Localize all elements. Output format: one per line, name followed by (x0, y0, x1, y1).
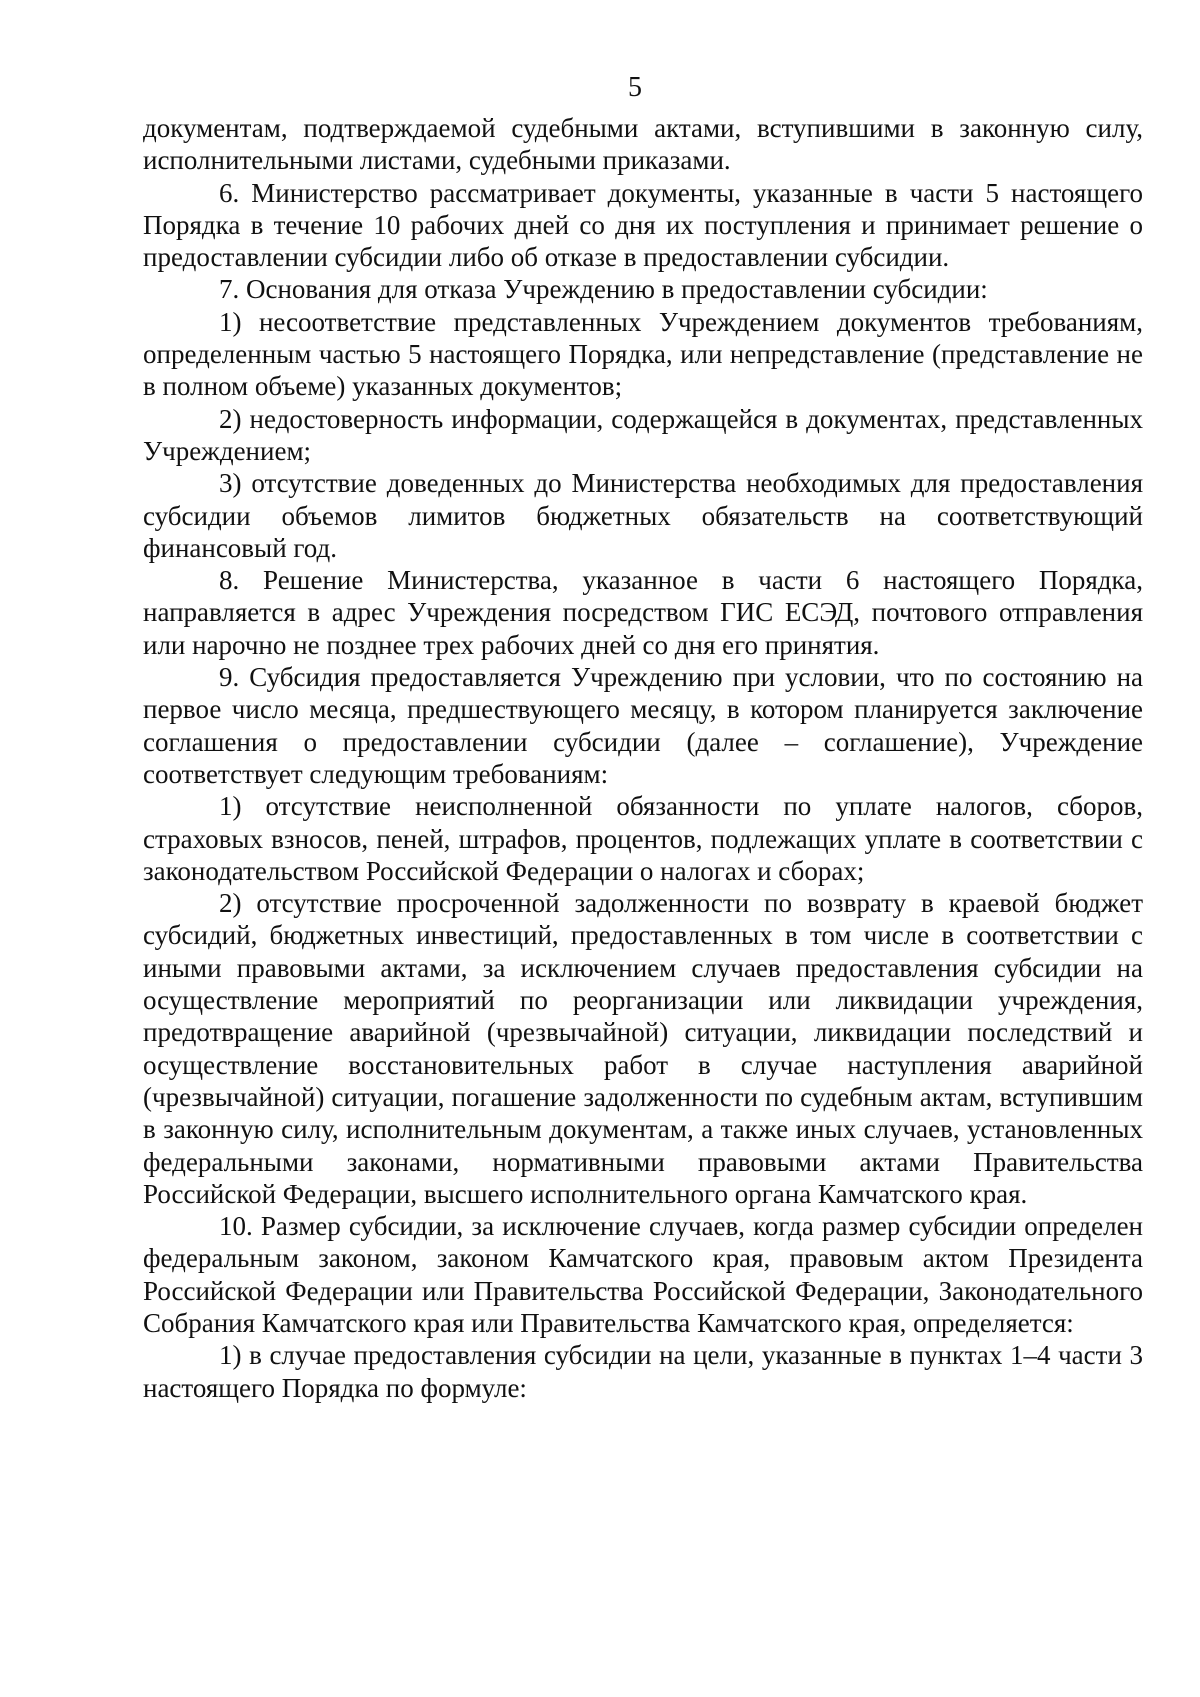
paragraph-8: 8. Решение Министерства, указанное в части 6 настоящего Порядка, направляется в адрес Учреждения посредством ГИС ЕСЭД, почтового отправления или нарочно не позднее трех рабочих дней со дня его принятия. (143, 565, 1143, 660)
paragraph-6: 6. Министерство рассматривает документы, указанные в части 5 настоящего Порядка в течение 10 рабочих дней со дня их поступления и принимает решение о предоставлении субсидии либо об отказе в предоставлении субсидии. (143, 177, 1143, 273)
paragraph-9-item-1: 1) отсутствие неисполненной обязанности по уплате налогов, сборов, страховых взносов, пеней, штрафов, процентов, подлежащих уплате в соответствии с законодательством Российской Федерации о налогах и сборах; (143, 791, 1143, 886)
paragraph-7-item-3: 3) отсутствие доведенных до Министерства необходимых для предоставления субсидии объемов лимитов бюджетных обязательств на соответствующий финансовый год. (143, 468, 1143, 563)
paragraph-9: 9. Субсидия предоставляется Учреждению при условии, что по состоянию на первое число месяца, предшествующего месяцу, в котором планируется заключение соглашения о предоставлении субсидии (далее – соглашение), Учреждение соответствует следующим требованиям: (143, 662, 1143, 789)
paragraph-7: 7. Основания для отказа Учреждению в предоставлении субсидии: (219, 274, 988, 305)
paragraph-10: 10. Размер субсидии, за исключение случаев, когда размер субсидии определен федеральным законом, законом Камчатского края, правовым актом Президента Российской Федерации или Правительства Российской Федерации, Законодательного Собрания Камчатского края или Правительства Камчатского края, определяется: (143, 1211, 1143, 1338)
paragraph-continuation: документам, подтверждаемой судебными актами, вступившими в законную силу, исполнительными листами, судебными приказами. (143, 113, 1143, 176)
page-number: 5 (628, 72, 642, 103)
paragraph-9-item-2: 2) отсутствие просроченной задолженности по возврату в краевой бюджет субсидий, бюджетных инвестиций, предоставленных в том числе в соответствии с иными правовыми актами, за исключением случаев предоставления субсидии на осуществление мероприятий по реорганизации или ликвидации учреждения, предотвращение аварийной (чрезвычайной) ситуации, ликвидации последствий и осуществление восстановительных работ в случае наступления аварийной (чрезвычайной) ситуации, погашение задолженности по судебным актам, вступившим в законную силу, исполнительным документам, а также иных случаев, установленных федеральными законами, нормативными правовыми актами Правительства Российской Федерации, высшего исполнительного органа Камчатского края. (143, 888, 1143, 1209)
paragraph-7-item-1: 1) несоответствие представленных Учреждением документов требованиям, определенным частью 5 настоящего Порядка, или непредставление (представление не в полном объеме) указанных документов; (143, 306, 1143, 402)
paragraph-7-item-2: 2) недостоверность информации, содержащейся в документах, представленных Учреждением; (143, 403, 1143, 466)
paragraph-10-item-1: 1) в случае предоставления субсидии на цели, указанные в пунктах 1–4 части 3 настоящего Порядка по формуле: (143, 1340, 1143, 1403)
document-body (143, 112, 1143, 1404)
